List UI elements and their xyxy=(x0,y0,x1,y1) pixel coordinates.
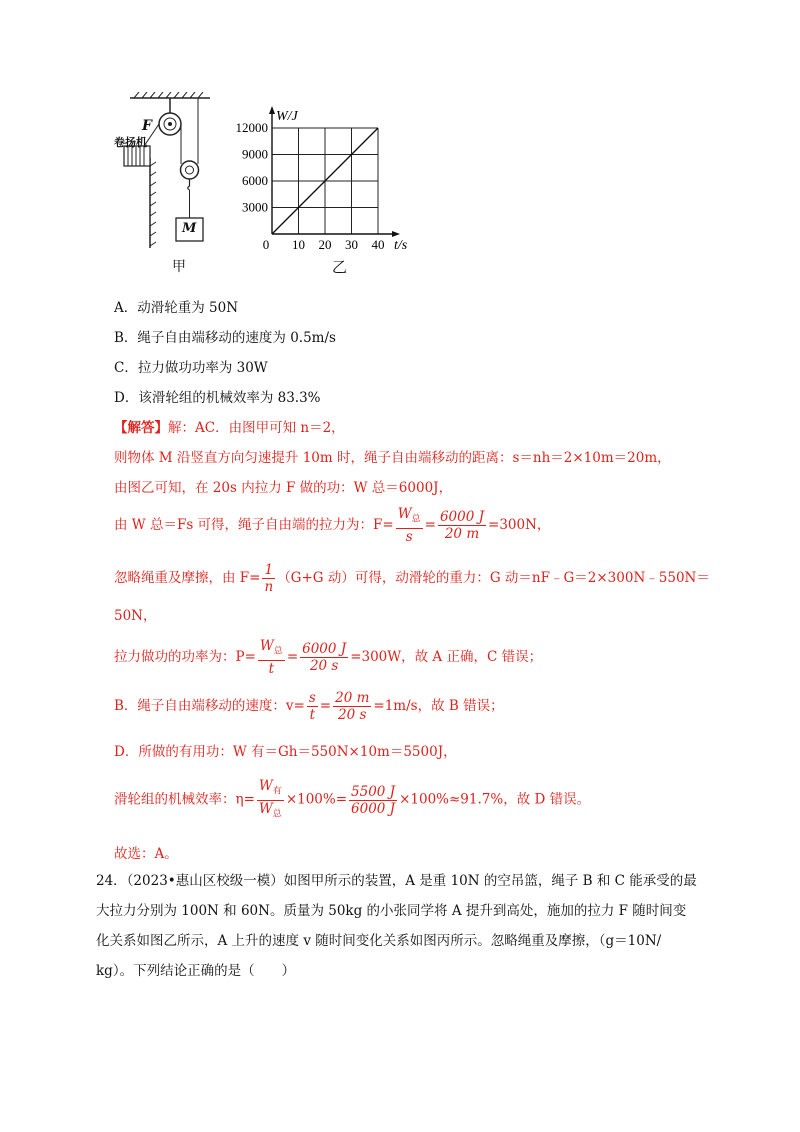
figure-jia-caption: 甲 xyxy=(172,259,186,275)
option-d: D．该滑轮组的机械效率为 83.3% xyxy=(114,390,321,406)
option-b: B．绳子自由端移动的速度为 0.5m/s xyxy=(114,330,336,346)
force-label: F xyxy=(142,118,152,134)
option-c: C．拉力做功功率为 30W xyxy=(114,360,268,376)
x-axis-arrow xyxy=(392,231,400,237)
answer-tag: 【解答】 xyxy=(114,420,168,436)
answer-line-10: 滑轮组的机械效率：η= $\frac{W_有}{W_总}$ ×100%= $\frac{5500 J}{6000 J}$ ×100%≈91.7%，故 D 错误。 xyxy=(114,778,591,820)
x-axis-label: t/s xyxy=(394,238,408,253)
y-tick-label: 9000 xyxy=(242,146,268,162)
answer-line-5: 忽略绳重及摩擦，由 F= $\frac{1}{n}$ （G+G 动）可得，动滑轮的重力：G 动＝nF﹣G＝2×300N﹣550N＝ xyxy=(114,562,710,595)
answer-line-4: 由 W 总＝Fs 可得，绳子自由端的拉力为：F= $\frac{W_总}{s}$ = $\frac{6000 J}{20 m}$ =300N， xyxy=(114,506,551,545)
chart-caption: 乙 xyxy=(332,258,348,276)
mass-label: M xyxy=(182,221,197,236)
answer-line-2: 则物体 M 沿竖直方向匀速提升 10m 时，绳子自由端移动的距离：s＝nh＝2×10m＝20m， xyxy=(114,450,671,466)
answer-line-3: 由图乙可知，在 20s 内拉力 F 做的功：W 总＝6000J， xyxy=(114,480,453,496)
answer-conclusion: 故选：A。 xyxy=(114,846,178,862)
answer-line-9: D．所做的有用功：W 有＝Gh＝550N×10m＝5500J， xyxy=(114,744,457,760)
y-tick-label: 6000 xyxy=(242,173,268,188)
answer-line-8: B．绳子自由端移动的速度：v= $\frac{s}{t}$ = $\frac{20 m}{20 s}$ =1m/s，故 B 错误； xyxy=(114,690,504,723)
answer-line-7: 拉力做功的功率为：P= $\frac{W_总}{t}$ = $\frac{6000 J}{20 s}$ =300W，故 A 正确，C 错误； xyxy=(114,638,543,677)
pulley-figure xyxy=(110,92,220,272)
x-tick-label: 40 xyxy=(371,237,385,252)
winch-label: 卷扬机 xyxy=(114,136,147,149)
x-tick-label: 0 xyxy=(262,237,270,252)
question-24: 24．（2023•惠山区校级一模）如图甲所示的装置，A 是重 10N 的空吊篮，绳子 B 和 C 能承受的最 大拉力分别为 100N 和 60N。质量为 50kg 的小张同学将 A 提升到高处，施加的拉力 F 随时间变 化关系如图乙所示，A 上升的速度 v 随时间变化关系如图丙所示。忽略绳重及摩擦，（g＝10N/ kg）。下列结论正确的是（ ） xyxy=(96,873,697,979)
answer-line-6: 50N， xyxy=(114,608,157,624)
work-time-chart xyxy=(228,100,428,276)
answer-line-1: 【解答】解：AC．由图甲可知 n＝2， xyxy=(114,420,345,436)
y-tick-label: 12000 xyxy=(235,120,268,135)
y-axis-arrow xyxy=(269,106,275,114)
y-tick-label: 3000 xyxy=(242,199,268,215)
x-tick-label: 20 xyxy=(318,237,332,252)
option-a: A．动滑轮重为 50N xyxy=(114,300,239,316)
y-axis-label: W/J xyxy=(276,109,298,124)
x-tick-label: 30 xyxy=(345,237,358,252)
x-tick-label: 10 xyxy=(292,237,305,252)
